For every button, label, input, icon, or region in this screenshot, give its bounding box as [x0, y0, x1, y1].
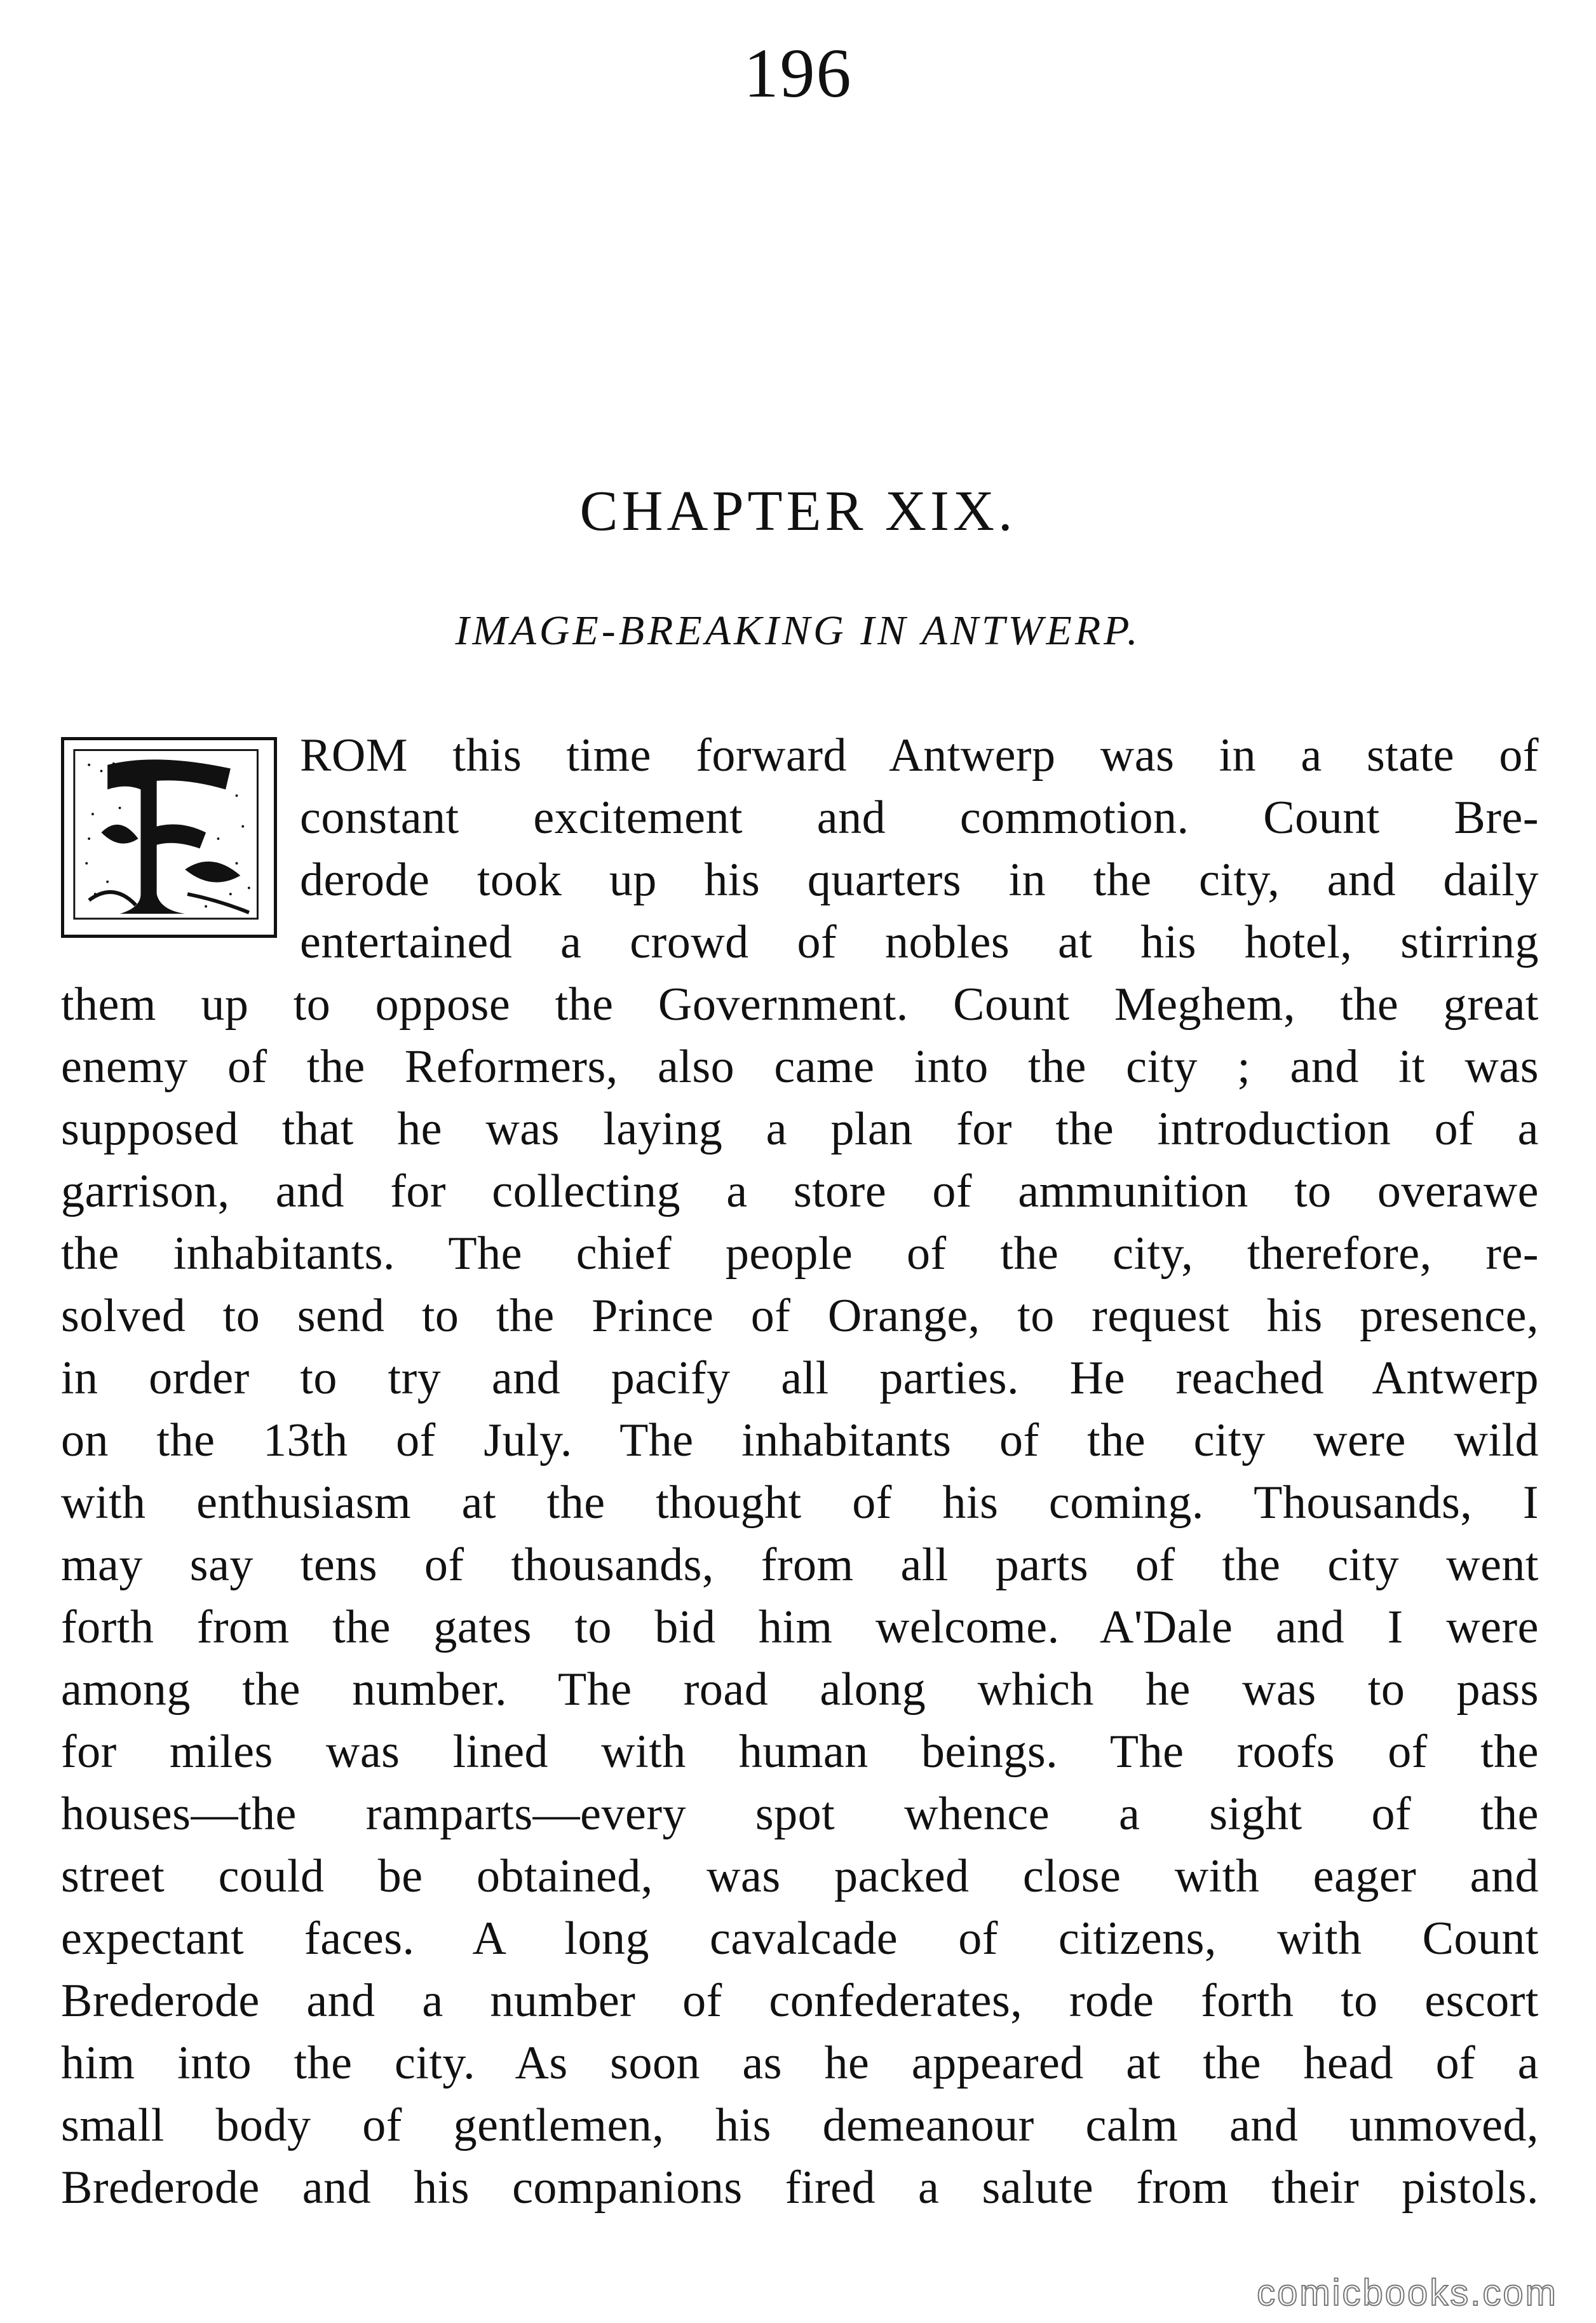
text-line: enemy of the Reformers, also came into the city ; and it was	[61, 1041, 1539, 1093]
text-line: supposed that he was laying a plan for the introduction of a	[61, 1103, 1539, 1155]
text-line: expectant faces. A long cavalcade of citizens, with Count	[61, 1913, 1539, 1965]
ornamental-drop-cap-icon	[61, 737, 277, 938]
text-line: solved to send to the Prince of Orange, to request his presence,	[61, 1290, 1539, 1342]
text-line: street could be obtained, was packed close with eager and	[61, 1850, 1539, 1902]
text-line: small body of gentlemen, his demeanour calm and unmoved,	[61, 2099, 1539, 2151]
text-line: derode took up his quarters in the city, and daily	[300, 854, 1539, 906]
text-line: Brederode and a number of confederates, rode forth to escort	[61, 1975, 1539, 2027]
text-line: with enthusiasm at the thought of his coming. Thousands, I	[61, 1477, 1539, 1529]
text-line: for miles was lined with human beings. The roofs of the	[61, 1726, 1539, 1778]
text-line: Brederode and his companions fired a salute from their pistols.	[61, 2162, 1539, 2214]
text-line: constant excitement and commotion. Count Bre-	[300, 792, 1539, 844]
text-line: garrison, and for collecting a store of ammunition to overawe	[61, 1165, 1539, 1217]
chapter-heading: CHAPTER XIX.	[579, 480, 1017, 543]
text-line: entertained a crowd of nobles at his hotel, stirring	[300, 916, 1539, 968]
text-line: them up to oppose the Government. Count Meghem, the great	[61, 979, 1539, 1031]
text-line: in order to try and pacify all parties. He reached Antwerp	[61, 1352, 1539, 1404]
text-line: him into the city. As soon as he appeared at the head of a	[61, 2037, 1539, 2089]
text-line: forth from the gates to bid him welcome. A'Dale and I were	[61, 1601, 1539, 1653]
drop-cap-ornament-icon	[64, 740, 274, 935]
page-number: 196	[743, 34, 853, 112]
chapter-subtitle: IMAGE-BREAKING IN ANTWERP.	[455, 607, 1141, 654]
text-line: ROM this time forward Antwerp was in a state of	[300, 729, 1539, 782]
text-line: may say tens of thousands, from all parts of the city went	[61, 1539, 1539, 1591]
text-line: houses—the ramparts—every spot whence a sight of the	[61, 1788, 1539, 1840]
text-line: the inhabitants. The chief people of the city, therefore, re-	[61, 1228, 1539, 1280]
watermark: comicbooks.com	[1257, 2272, 1558, 2313]
text-line: on the 13th of July. The inhabitants of the city were wild	[61, 1414, 1539, 1466]
text-line: among the number. The road along which he was to pass	[61, 1663, 1539, 1716]
